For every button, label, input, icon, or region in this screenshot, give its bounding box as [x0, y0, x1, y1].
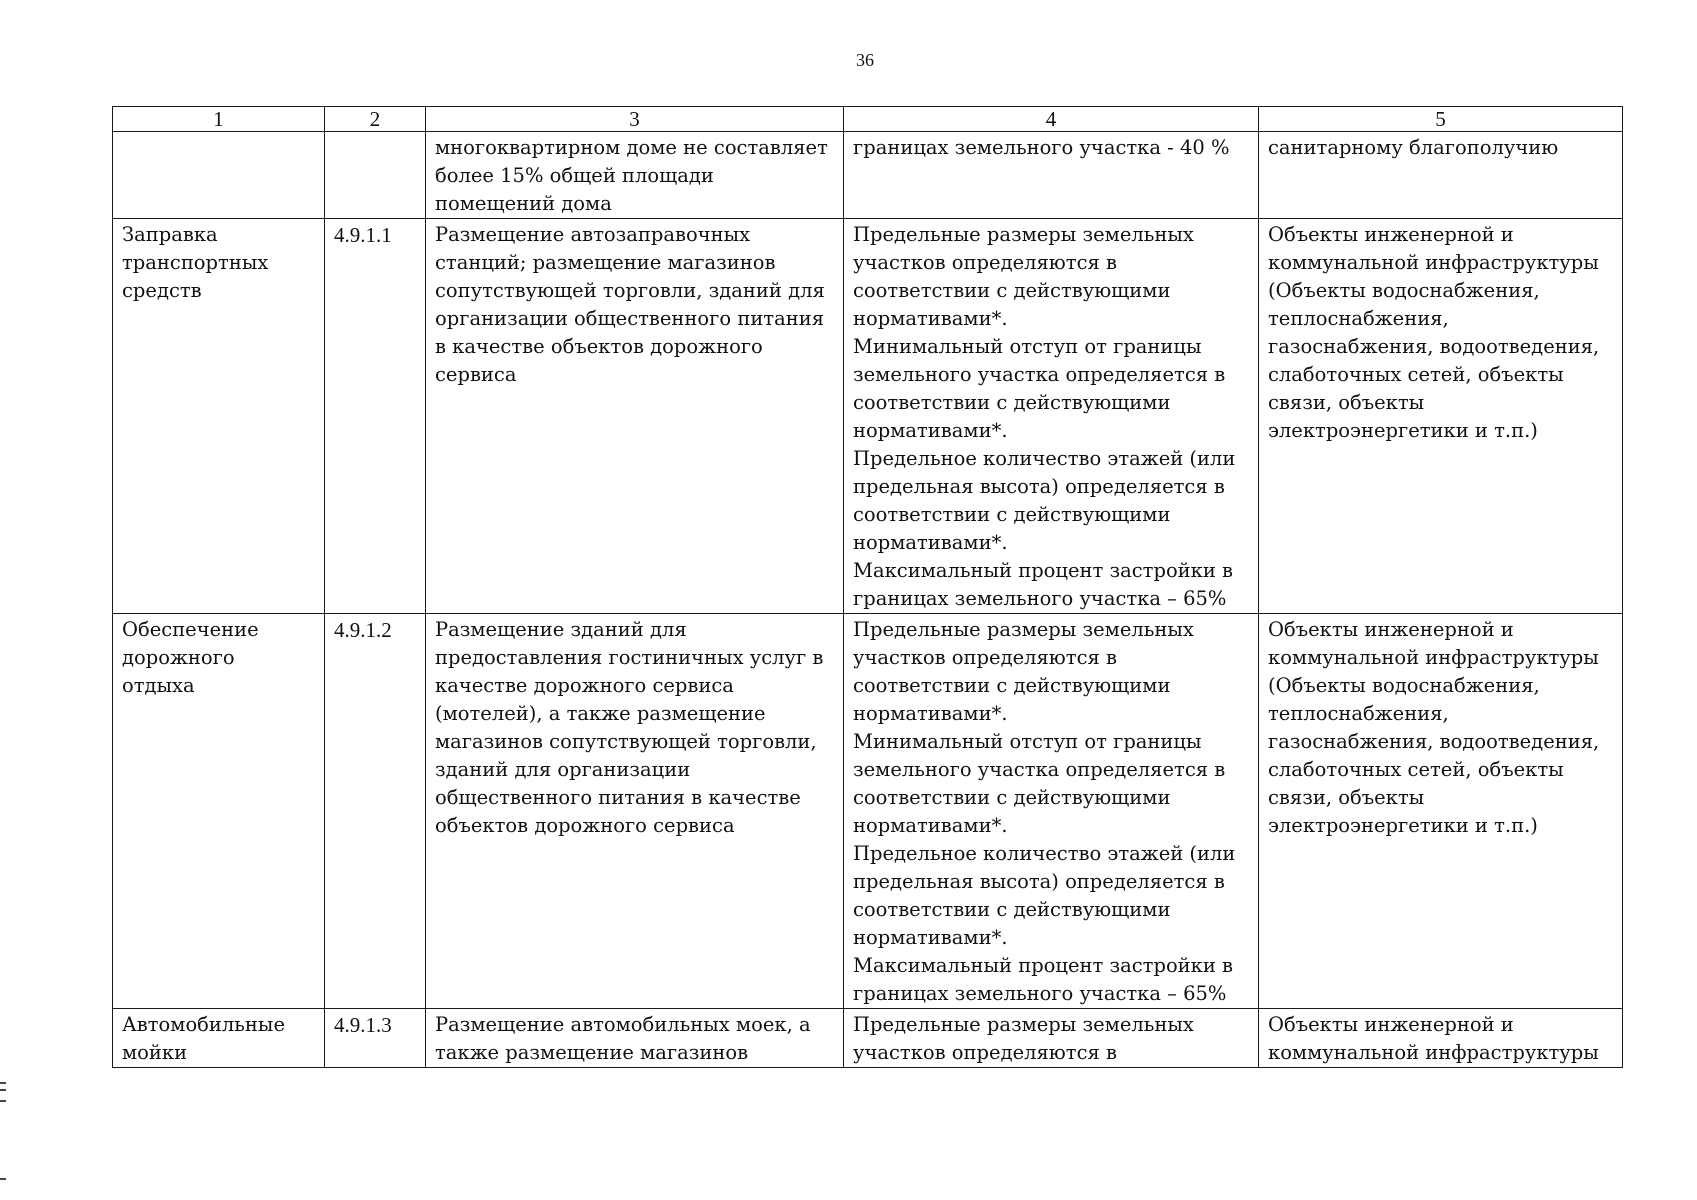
use-name-cell: Заправка транспортных средств: [113, 219, 325, 614]
use-name-cell: Автомобильные мойки: [113, 1009, 325, 1068]
use-code-cell: [325, 132, 426, 219]
use-code-cell: 4.9.1.2: [325, 614, 426, 1009]
table-row: [113, 614, 1623, 1009]
use-name-cell: [113, 132, 325, 219]
column-header-5: 5: [1259, 107, 1623, 132]
land-use-table: [112, 106, 1623, 1068]
parameters-cell: Предельные размеры земельных участков определяются в соответствии с действующими нормативами*. Минимальный отступ от границы земельного участка определяется в соответствии с действующими нормативами*. Предельное количество этажей (или предельная высота) определяется в соответствии с действующими нормативами*. Максимальный процент застройки в границах земельного участка – 65%: [844, 219, 1259, 614]
use-description-cell: Размещение автозаправочных станций; размещение магазинов сопутствующей торговли, зданий для организации общественного питания в качестве объектов дорожного сервиса: [426, 219, 844, 614]
header-row: [113, 107, 1623, 132]
column-header-2: 2: [325, 107, 426, 132]
use-description-cell: Размещение зданий для предоставления гостиничных услуг в качестве дорожного сервиса (мотелей), а также размещение магазинов сопутствующей торговли, зданий для организации общественного питания в качестве объектов дорожного сервиса: [426, 614, 844, 1009]
scan-margin-tick: [0, 1178, 6, 1180]
parameters-cell: Предельные размеры земельных участков определяются в: [844, 1009, 1259, 1068]
column-header-3: 3: [426, 107, 844, 132]
column-header-4: 4: [844, 107, 1259, 132]
scan-margin-marks: [0, 1082, 6, 1102]
objects-cell: Объекты инженерной и коммунальной инфраструктуры (Объекты водоснабжения, теплоснабжения, газоснабжения, водоотведения, слаботочных сетей, объекты связи, объекты электроэнергетики и т.п.): [1259, 219, 1623, 614]
objects-cell: Объекты инженерной и коммунальной инфраструктуры: [1259, 1009, 1623, 1068]
objects-cell: Объекты инженерной и коммунальной инфраструктуры (Объекты водоснабжения, теплоснабжения, газоснабжения, водоотведения, слаботочных сетей, объекты связи, объекты электроэнергетики и т.п.): [1259, 614, 1623, 1009]
use-name-cell: Обеспечение дорожного отдыха: [113, 614, 325, 1009]
table-row: [113, 132, 1623, 219]
use-code-cell: 4.9.1.3: [325, 1009, 426, 1068]
column-header-1: 1: [113, 107, 325, 132]
use-description-cell: многоквартирном доме не составляет более 15% общей площади помещений дома: [426, 132, 844, 219]
table-row: [113, 1009, 1623, 1068]
page-number: 36: [856, 50, 874, 70]
use-code-cell: 4.9.1.1: [325, 219, 426, 614]
use-description-cell: Размещение автомобильных моек, а также размещение магазинов: [426, 1009, 844, 1068]
parameters-cell: Предельные размеры земельных участков определяются в соответствии с действующими нормативами*. Минимальный отступ от границы земельного участка определяется в соответствии с действующими нормативами*. Предельное количество этажей (или предельная высота) определяется в соответствии с действующими нормативами*. Максимальный процент застройки в границах земельного участка – 65%: [844, 614, 1259, 1009]
parameters-cell: границах земельного участка - 40 %: [844, 132, 1259, 219]
objects-cell: санитарному благополучию: [1259, 132, 1623, 219]
table-row: [113, 219, 1623, 614]
